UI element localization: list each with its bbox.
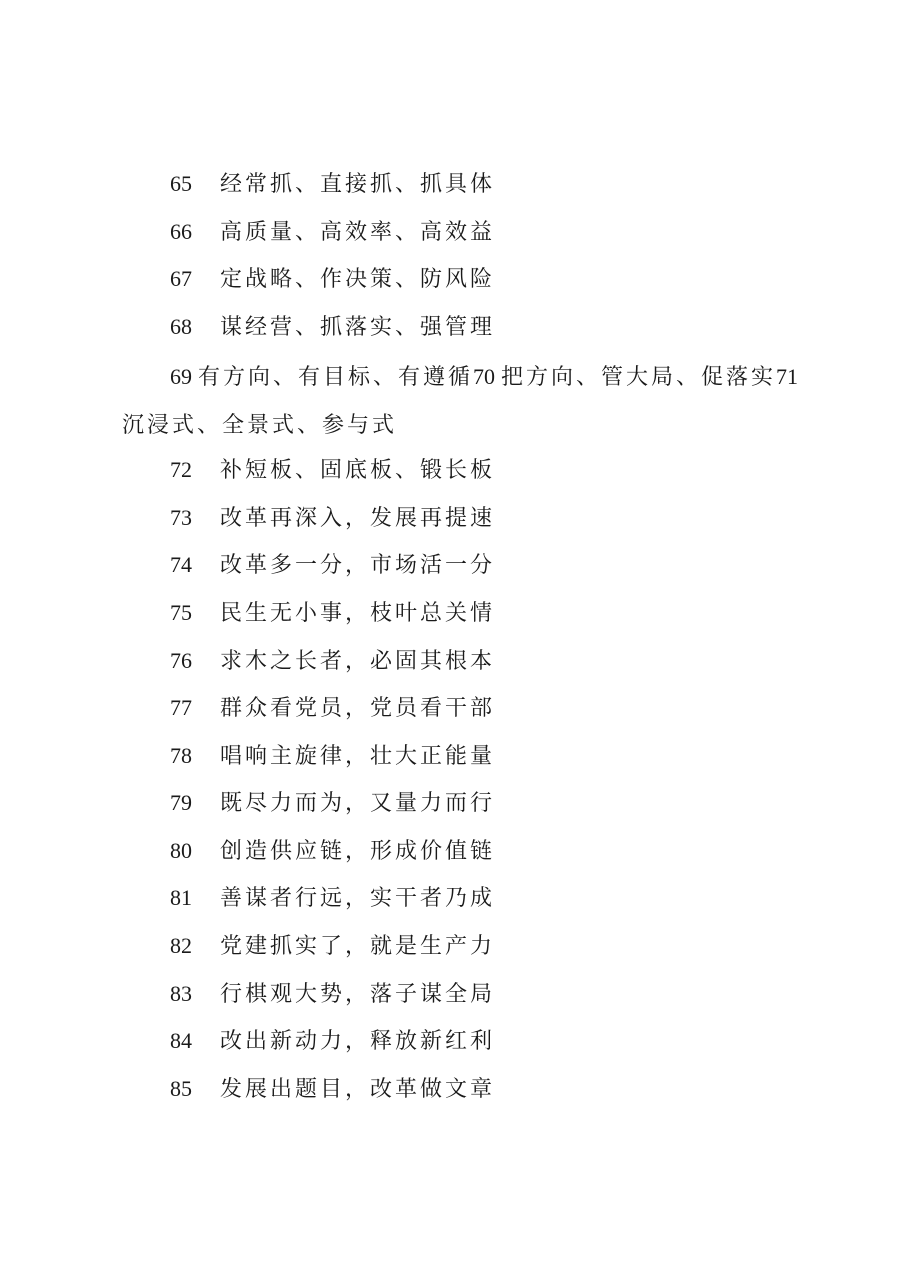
item-number: 81 [170,885,192,910]
list-item [170,929,495,963]
list-item [170,977,495,1011]
item-text: 补短板、固底板、锻长板 [220,458,496,483]
list-item [170,215,495,249]
item-text: 改革再深入，发展再提速 [220,506,496,531]
list-item [170,310,495,344]
list-item [170,644,495,678]
item-number: 66 [170,219,192,244]
item-number: 77 [170,695,192,720]
item-text: 定战略、作决策、防风险 [220,267,496,292]
item-number: 69 [170,364,192,389]
item-number: 82 [170,933,192,958]
item-text: 既尽力而为，又量力而行 [220,791,496,816]
item-text: 善谋者行远，实干者乃成 [220,886,496,911]
list-item [170,1072,495,1106]
item-number: 68 [170,314,192,339]
list-item [170,262,495,296]
list-item [170,501,495,535]
list-item [170,548,495,582]
item-text: 谋经营、抓落实、强管理 [220,315,496,340]
item-text: 发展出题目，改革做文章 [220,1077,496,1102]
item-text: 唱响主旋律，壮大正能量 [220,744,496,769]
item-number: 75 [170,600,192,625]
list-item [170,786,495,820]
item-text: 改革多一分，市场活一分 [220,553,496,578]
item-text: 改出新动力，释放新红利 [220,1029,496,1054]
list-item [170,881,495,915]
list-item [170,739,495,773]
item-number: 80 [170,838,192,863]
item-number: 72 [170,457,192,482]
item-number: 85 [170,1076,192,1101]
item-number: 76 [170,648,192,673]
list-item [170,167,495,201]
item-number: 65 [170,171,192,196]
item-number: 84 [170,1028,192,1053]
item-text: 高质量、高效率、高效益 [220,220,496,245]
item-text: 经常抓、直接抓、抓具体 [220,172,496,197]
item-text: 民生无小事，枝叶总关情 [220,601,496,626]
item-number: 79 [170,790,192,815]
merged-paragraph [122,353,812,449]
list-item [170,453,495,487]
item-text: 有方向、有目标、有遵循 [198,365,474,390]
item-number: 73 [170,505,192,530]
item-text: 求木之长者，必固其根本 [220,649,496,674]
item-number: 67 [170,266,192,291]
item-number: 70 [473,364,496,389]
list-item [170,691,495,725]
item-text: 把方向、管大局、促落实 [501,365,777,390]
item-text: 沉浸式、全景式、参与式 [122,412,398,438]
item-text: 党建抓实了，就是生产力 [220,934,496,959]
item-number: 78 [170,743,192,768]
list-item [170,834,495,868]
item-text: 行棋观大势，落子谋全局 [220,982,496,1007]
item-text: 创造供应链，形成价值链 [220,839,496,864]
list-item [170,596,495,630]
list-item [170,1024,495,1058]
item-number: 83 [170,981,192,1006]
item-number: 71 [776,364,799,389]
item-text: 群众看党员，党员看干部 [220,696,496,721]
item-number: 74 [170,552,192,577]
